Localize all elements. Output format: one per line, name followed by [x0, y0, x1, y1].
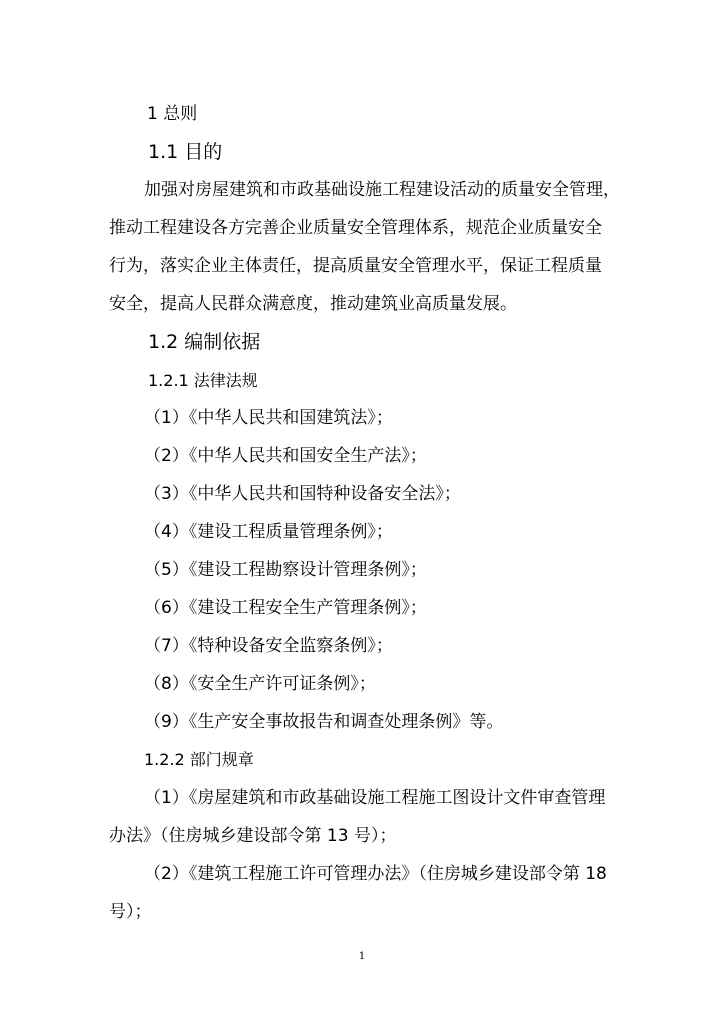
- list-item: （5）《建设工程勘察设计管理条例》；: [144, 560, 427, 580]
- list-item: （1）《中华人民共和国建筑法》；: [144, 408, 393, 428]
- subsection-heading-1-2-2: 1.2.2 部门规章: [144, 750, 254, 769]
- list-item: （4）《建设工程质量管理条例》；: [144, 522, 393, 542]
- list-item: （1）《房屋建筑和市政基础设施工程施工图设计文件审查管理: [144, 788, 606, 808]
- list-item: （2）《建筑工程施工许可管理办法》（住房城乡建设部令第 18: [144, 864, 607, 884]
- list-item-continuation: 办法》（住房城乡建设部令第 13 号）；: [109, 826, 397, 846]
- list-item: （6）《建设工程安全生产管理条例》；: [144, 598, 427, 618]
- page-number: 1: [358, 951, 366, 962]
- list-item: （9）《生产安全事故报告和调查处理条例》等。: [144, 712, 504, 732]
- paragraph-line: 行为，落实企业主体责任，提高质量安全管理水平，保证工程质量: [109, 256, 602, 276]
- paragraph-line: 安全，提高人民群众满意度，推动建筑业高质量发展。: [109, 294, 517, 314]
- section-heading-1-1: 1.1 目的: [148, 141, 223, 163]
- paragraph-line: 加强对房屋建筑和市政基础设施工程建设活动的质量安全管理，: [144, 180, 620, 200]
- list-item: （2）《中华人民共和国安全生产法》；: [144, 446, 427, 466]
- list-item-continuation: 号）；: [109, 902, 152, 922]
- section-heading-1-2: 1.2 编制依据: [148, 331, 261, 353]
- chapter-heading: 1 总则: [147, 104, 198, 124]
- list-item: （3）《中华人民共和国特种设备安全法》；: [144, 484, 461, 504]
- list-item: （7）《特种设备安全监察条例》；: [144, 636, 393, 656]
- subsection-heading-1-2-1: 1.2.1 法律法规: [148, 371, 258, 390]
- paragraph-line: 推动工程建设各方完善企业质量安全管理体系，规范企业质量安全: [109, 218, 602, 238]
- list-item: （8）《安全生产许可证条例》；: [144, 674, 376, 694]
